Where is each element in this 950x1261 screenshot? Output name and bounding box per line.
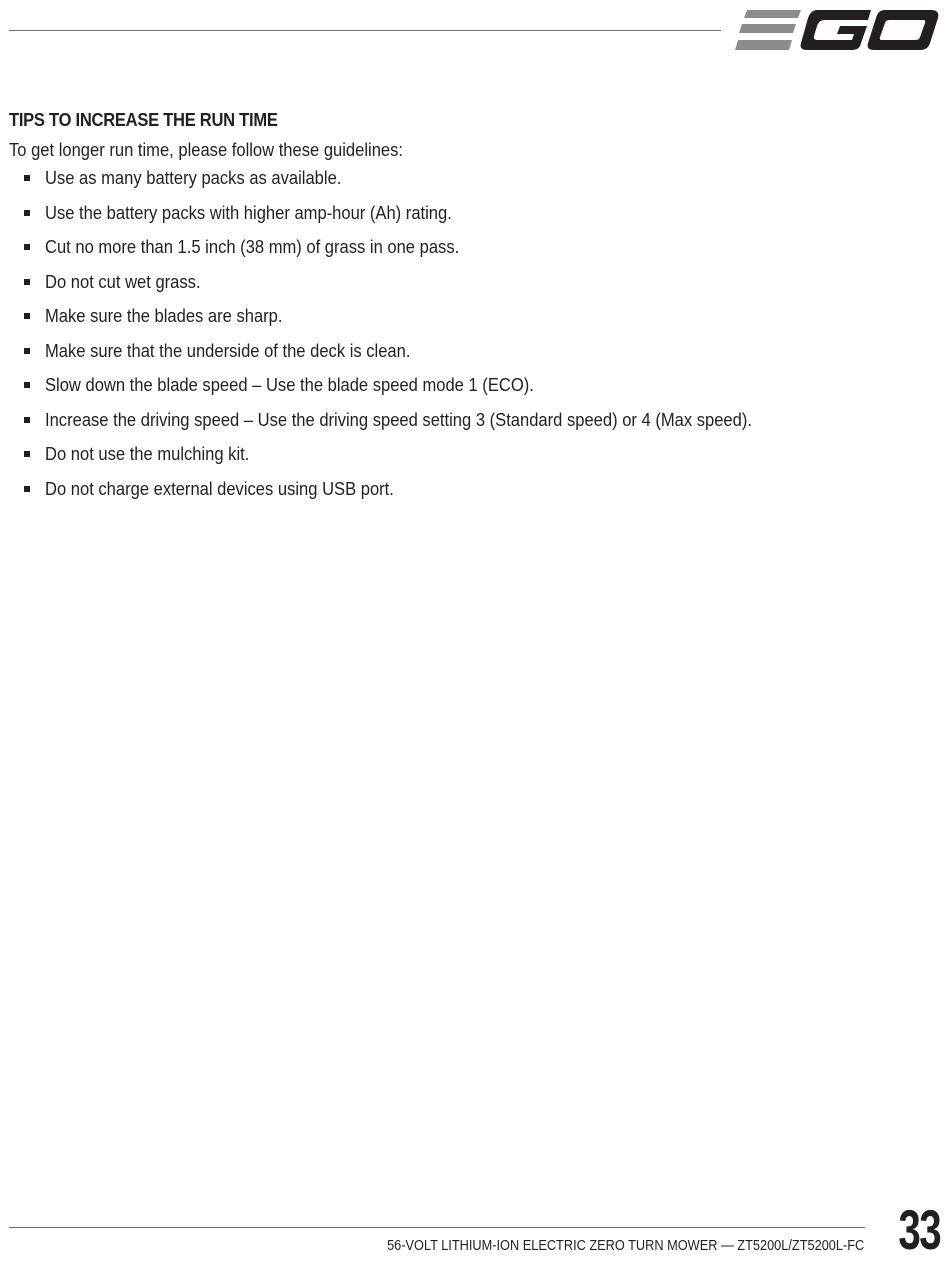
bullet-square-icon [24,451,30,457]
logo-g [801,10,871,50]
bullet-square-icon [24,486,30,492]
bullet-square-icon [24,279,30,285]
logo-e-stripes [735,10,801,50]
list-item [9,235,909,270]
tips-section [9,107,909,511]
bullet-square-icon [24,210,30,216]
bullet-square-icon [24,417,30,423]
list-item [9,442,909,477]
list-item [9,201,909,236]
list-item-text: Use as many battery packs as available. [45,168,342,188]
list-item [9,270,909,305]
footer-product-line: 56-VOLT LITHIUM-ION ELECTRIC ZERO TURN MOWER — ZT5200L/ZT5200L-FC [386,1238,864,1254]
list-item-text: Do not use the mulching kit. [45,444,250,464]
footer-rule [9,1227,865,1228]
logo-o [868,10,939,50]
list-item [9,408,909,443]
list-item [9,373,909,408]
page-number: 33 [898,1198,940,1261]
bullet-square-icon [24,244,30,250]
list-item [9,166,909,201]
tips-list [9,166,909,511]
bullet-square-icon [24,348,30,354]
list-item-text: Make sure that the underside of the deck is clean. [45,340,411,361]
list-item-text: Increase the driving speed – Use the driving speed setting 3 (Standard speed) or 4 (Max speed). [45,409,752,430]
list-item-text: Make sure the blades are sharp. [45,306,283,326]
list-item-text: Do not charge external devices using USB port. [45,478,394,499]
header-rule [9,30,721,31]
list-item-text: Slow down the blade speed – Use the blade speed mode 1 (ECO). [45,375,534,395]
intro-text: To get longer run time, please follow these guidelines: [9,140,404,160]
list-item [9,477,909,512]
ego-logo [735,6,940,54]
section-heading: TIPS TO INCREASE THE RUN TIME [9,110,278,130]
bullet-square-icon [24,175,30,181]
list-item-text: Use the battery packs with higher amp-hour (Ah) rating. [45,202,452,223]
list-item [9,339,909,374]
list-item-text: Do not cut wet grass. [45,271,201,292]
list-item [9,304,909,339]
bullet-square-icon [24,382,30,388]
list-item-text: Cut no more than 1.5 inch (38 mm) of grass in one pass. [45,237,460,257]
bullet-square-icon [24,313,30,319]
